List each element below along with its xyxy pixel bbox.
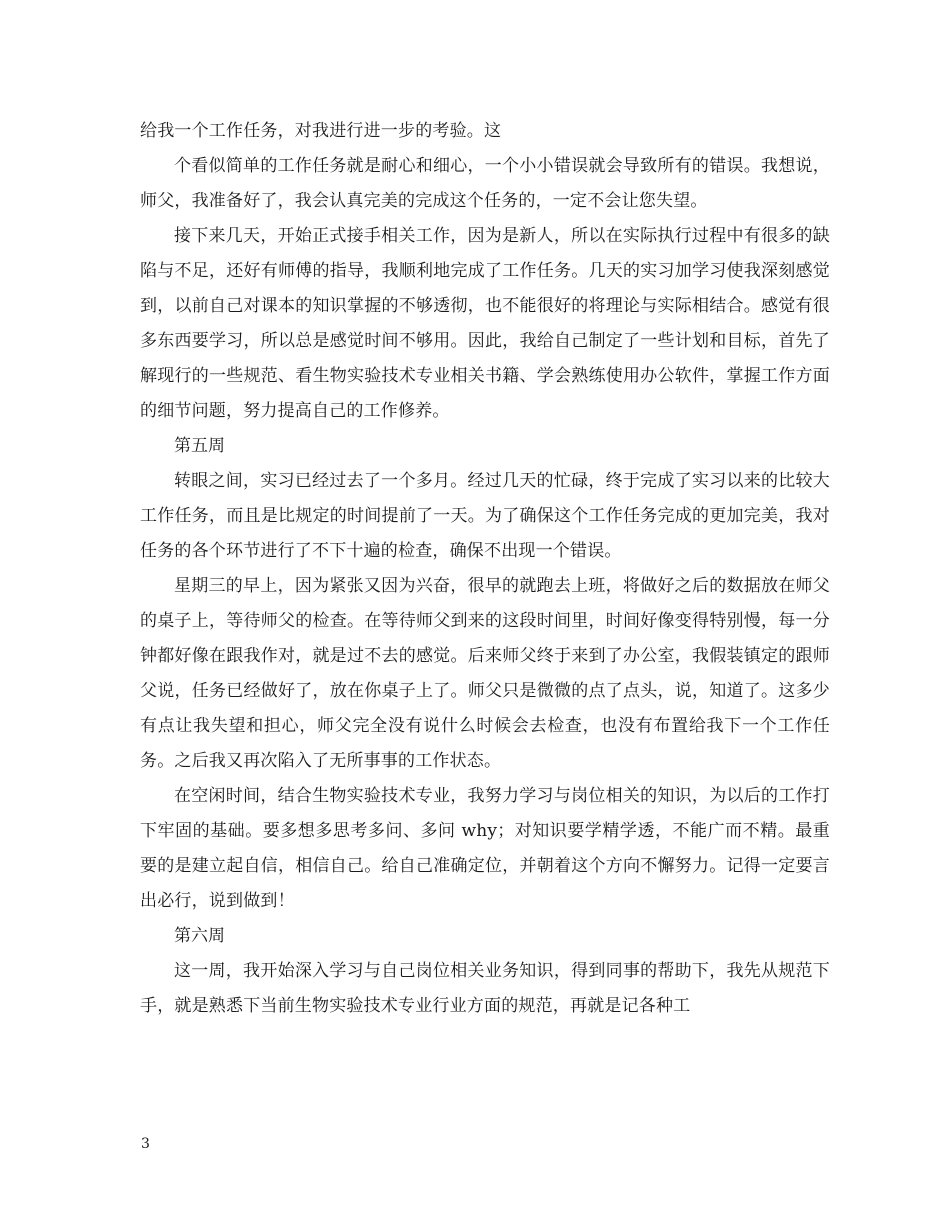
section-heading: 第五周 <box>174 436 225 456</box>
paragraph: 给我一个工作任务，对我进行进一步的考验。这 <box>140 121 502 141</box>
paragraph: 这一周，我开始深入学习与自己岗位相关业务知识，得到同事的帮助下，我先从规范下手，就是熟悉下当前生物实验技术专业行业方面的规范，再就是记各种工 <box>140 961 830 1016</box>
paragraph: 接下来几天，开始正式接手相关工作，因为是新人，所以在实际执行过程中有很多的缺陷与不足，还好有师傅的指导，我顺利地完成了工作任务。几天的实习加学习使我深刻感觉到，以前自己对课本的知识掌握的不够透彻，也不能很好的将理论与实际相结合。感觉有很多东西要学习，所以总是感觉时间不够用。因此，我给自己制定了一些计划和目标，首先了解现行的一些规范、看生物实验技术专业相关书籍、学会熟练使用办公软件，掌握工作方面的细节问题，努力提高自己的工作修养。 <box>140 226 830 421</box>
paragraph: 在空闲时间，结合生物实验技术专业，我努力学习与岗位相关的知识，为以后的工作打下牢固的基础。要多想多思考多问、多问 why；对知识要学精学透，不能广而不精。最重要的是建立起自信，相信自己。给自己准确定位，并朝着这个方向不懈努力。记得一定要言出必行，说到做到！ <box>140 786 830 911</box>
page-number: 3 <box>141 1136 150 1152</box>
paragraph: 转眼之间，实习已经过去了一个多月。经过几天的忙碌，终于完成了实习以来的比较大工作任务，而且是比规定的时间提前了一天。为了确保这个工作任务完成的更加完美，我对任务的各个环节进行了不下十遍的检查，确保不出现一个错误。 <box>140 471 830 561</box>
section-heading: 第六周 <box>174 926 225 946</box>
paragraph: 个看似简单的工作任务就是耐心和细心，一个小小错误就会导致所有的错误。我想说，师父，我准备好了，我会认真完美的完成这个任务的，一定不会让您失望。 <box>140 156 830 211</box>
paragraph: 星期三的早上，因为紧张又因为兴奋，很早的就跑去上班，将做好之后的数据放在师父的桌子上，等待师父的检查。在等待师父到来的这段时间里，时间好像变得特别慢，每一分钟都好像在跟我作对，就是过不去的感觉。后来师父终于来到了办公室，我假装镇定的跟师父说，任务已经做好了，放在你桌子上了。师父只是微微的点了点头，说，知道了。这多少有点让我失望和担心，师父完全没有说什么时候会去检查，也没有布置给我下一个工作任务。之后我又再次陷入了无所事事的工作状态。 <box>140 576 830 771</box>
document-body <box>140 114 830 1024</box>
